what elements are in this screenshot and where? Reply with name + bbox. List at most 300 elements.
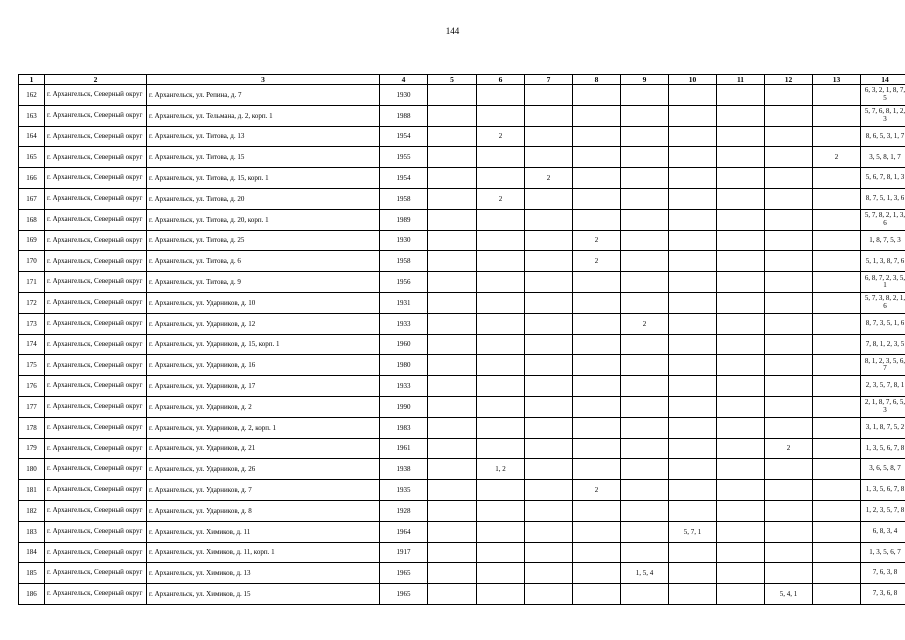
- col6-cell: [477, 292, 525, 313]
- table-row: [19, 85, 905, 106]
- col9-cell: [621, 168, 669, 189]
- col11-cell: [717, 563, 765, 584]
- col11-cell: [717, 480, 765, 501]
- col13-cell: [813, 334, 861, 355]
- col7-cell: [525, 209, 573, 230]
- col7-cell: [525, 355, 573, 376]
- table-row: [19, 563, 905, 584]
- row-number-cell: 168: [19, 209, 45, 230]
- table-row: [19, 396, 905, 417]
- col6-cell: 2: [477, 126, 525, 147]
- district-cell: г. Архангельск, Северный округ: [45, 417, 147, 438]
- col12-cell: [765, 521, 813, 542]
- col11-cell: [717, 105, 765, 126]
- col10-cell: [669, 376, 717, 397]
- col11-cell: [717, 376, 765, 397]
- address-cell: г. Архангельск, ул. Титова, д. 20: [147, 188, 380, 209]
- col9-cell: [621, 230, 669, 251]
- col10-cell: [669, 542, 717, 563]
- column-header: 10: [669, 75, 717, 85]
- col6-cell: [477, 272, 525, 293]
- district-cell: г. Архангельск, Северный округ: [45, 251, 147, 272]
- address-cell: г. Архангельск, ул. Ударников, д. 8: [147, 500, 380, 521]
- col7-cell: [525, 126, 573, 147]
- col12-cell: 2: [765, 438, 813, 459]
- year-cell: 1933: [380, 376, 428, 397]
- col5-cell: [428, 85, 477, 106]
- col7-cell: [525, 272, 573, 293]
- row-number-cell: 164: [19, 126, 45, 147]
- col13-cell: [813, 376, 861, 397]
- address-cell: г. Архангельск, ул. Титова, д. 9: [147, 272, 380, 293]
- col10-cell: [669, 209, 717, 230]
- column-header: 13: [813, 75, 861, 85]
- col8-cell: [573, 355, 621, 376]
- district-cell: г. Архангельск, Северный округ: [45, 85, 147, 106]
- col13-cell: [813, 584, 861, 605]
- district-cell: г. Архангельск, Северный округ: [45, 292, 147, 313]
- col11-cell: [717, 355, 765, 376]
- col5-cell: [428, 126, 477, 147]
- row-number-cell: 166: [19, 168, 45, 189]
- district-cell: г. Архангельск, Северный округ: [45, 313, 147, 334]
- col8-cell: [573, 313, 621, 334]
- col14-cell: 3, 5, 8, 1, 7: [861, 147, 905, 168]
- col8-cell: [573, 105, 621, 126]
- col8-cell: [573, 584, 621, 605]
- col5-cell: [428, 500, 477, 521]
- col7-cell: [525, 542, 573, 563]
- col6-cell: [477, 334, 525, 355]
- col9-cell: [621, 334, 669, 355]
- col8-cell: [573, 147, 621, 168]
- table-row: [19, 292, 905, 313]
- col12-cell: [765, 480, 813, 501]
- col12-cell: [765, 147, 813, 168]
- col10-cell: [669, 105, 717, 126]
- col14-cell: 5, 6, 7, 8, 1, 3: [861, 168, 905, 189]
- col7-cell: [525, 85, 573, 106]
- address-cell: г. Архангельск, ул. Ударников, д. 7: [147, 480, 380, 501]
- address-cell: г. Архангельск, ул. Ударников, д. 2: [147, 396, 380, 417]
- year-cell: 1954: [380, 126, 428, 147]
- col6-cell: [477, 147, 525, 168]
- year-cell: 1961: [380, 438, 428, 459]
- column-header: 14: [861, 75, 905, 85]
- row-number-cell: 174: [19, 334, 45, 355]
- col12-cell: 5, 4, 1: [765, 584, 813, 605]
- registry-table: [18, 74, 905, 605]
- col11-cell: [717, 272, 765, 293]
- column-header: 7: [525, 75, 573, 85]
- col7-cell: [525, 292, 573, 313]
- col14-cell: 5, 7, 8, 2, 1, 3, 6: [861, 209, 905, 230]
- col5-cell: [428, 292, 477, 313]
- col10-cell: [669, 126, 717, 147]
- col6-cell: [477, 480, 525, 501]
- col11-cell: [717, 417, 765, 438]
- row-number-cell: 183: [19, 521, 45, 542]
- table-row: [19, 272, 905, 293]
- col9-cell: [621, 480, 669, 501]
- col9-cell: [621, 376, 669, 397]
- col9-cell: [621, 355, 669, 376]
- row-number-cell: 182: [19, 500, 45, 521]
- header-row: [19, 75, 905, 85]
- row-number-cell: 176: [19, 376, 45, 397]
- col12-cell: [765, 334, 813, 355]
- col7-cell: [525, 396, 573, 417]
- col12-cell: [765, 563, 813, 584]
- district-cell: г. Архангельск, Северный округ: [45, 396, 147, 417]
- address-cell: г. Архангельск, ул. Ударников, д. 10: [147, 292, 380, 313]
- col14-cell: 7, 8, 1, 2, 3, 5: [861, 334, 905, 355]
- address-cell: г. Архангельск, ул. Ударников, д. 21: [147, 438, 380, 459]
- column-header: 1: [19, 75, 45, 85]
- col13-cell: [813, 542, 861, 563]
- address-cell: г. Архангельск, ул. Химиков, д. 13: [147, 563, 380, 584]
- col10-cell: [669, 584, 717, 605]
- col13-cell: [813, 292, 861, 313]
- col9-cell: [621, 272, 669, 293]
- district-cell: г. Архангельск, Северный округ: [45, 480, 147, 501]
- district-cell: г. Архангельск, Северный округ: [45, 376, 147, 397]
- col8-cell: [573, 417, 621, 438]
- address-cell: г. Архангельск, ул. Ударников, д. 15, корп. 1: [147, 334, 380, 355]
- col11-cell: [717, 313, 765, 334]
- col14-cell: 8, 1, 2, 3, 5, 6, 7: [861, 355, 905, 376]
- col9-cell: [621, 521, 669, 542]
- col13-cell: [813, 417, 861, 438]
- col5-cell: [428, 563, 477, 584]
- col5-cell: [428, 376, 477, 397]
- col12-cell: [765, 126, 813, 147]
- col5-cell: [428, 209, 477, 230]
- col10-cell: 5, 7, 1: [669, 521, 717, 542]
- col14-cell: 8, 7, 5, 1, 3, 6: [861, 188, 905, 209]
- col10-cell: [669, 563, 717, 584]
- table-row: [19, 521, 905, 542]
- row-number-cell: 177: [19, 396, 45, 417]
- col14-cell: 3, 1, 8, 7, 5, 2: [861, 417, 905, 438]
- col14-cell: 2, 3, 5, 7, 8, 1: [861, 376, 905, 397]
- col8-cell: [573, 209, 621, 230]
- col8-cell: [573, 168, 621, 189]
- col8-cell: 2: [573, 251, 621, 272]
- col14-cell: 1, 3, 5, 6, 7, 8: [861, 480, 905, 501]
- row-number-cell: 162: [19, 85, 45, 106]
- address-cell: г. Архангельск, ул. Титова, д. 25: [147, 230, 380, 251]
- table-row: [19, 584, 905, 605]
- col8-cell: [573, 292, 621, 313]
- col13-cell: [813, 500, 861, 521]
- table-row: [19, 147, 905, 168]
- col10-cell: [669, 459, 717, 480]
- col7-cell: [525, 147, 573, 168]
- year-cell: 1990: [380, 396, 428, 417]
- row-number-cell: 185: [19, 563, 45, 584]
- col8-cell: [573, 500, 621, 521]
- district-cell: г. Архангельск, Северный округ: [45, 272, 147, 293]
- address-cell: г. Архангельск, ул. Химиков, д. 11, корп. 1: [147, 542, 380, 563]
- col14-cell: 6, 3, 2, 1, 8, 7, 5: [861, 85, 905, 106]
- table-row: [19, 334, 905, 355]
- column-header: 11: [717, 75, 765, 85]
- col9-cell: [621, 147, 669, 168]
- col14-cell: 1, 2, 3, 5, 7, 8: [861, 500, 905, 521]
- year-cell: 1964: [380, 521, 428, 542]
- year-cell: 1930: [380, 230, 428, 251]
- col11-cell: [717, 230, 765, 251]
- col7-cell: [525, 334, 573, 355]
- year-cell: 1989: [380, 209, 428, 230]
- col10-cell: [669, 147, 717, 168]
- col6-cell: [477, 542, 525, 563]
- district-cell: г. Архангельск, Северный округ: [45, 209, 147, 230]
- address-cell: г. Архангельск, ул. Химиков, д. 15: [147, 584, 380, 605]
- table-row: [19, 313, 905, 334]
- col10-cell: [669, 438, 717, 459]
- table-row: [19, 417, 905, 438]
- col5-cell: [428, 480, 477, 501]
- address-cell: г. Архангельск, ул. Репина, д. 7: [147, 85, 380, 106]
- year-cell: 1955: [380, 147, 428, 168]
- col6-cell: [477, 230, 525, 251]
- district-cell: г. Архангельск, Северный округ: [45, 168, 147, 189]
- column-header: 3: [147, 75, 380, 85]
- col5-cell: [428, 521, 477, 542]
- col12-cell: [765, 209, 813, 230]
- col7-cell: [525, 105, 573, 126]
- col5-cell: [428, 313, 477, 334]
- row-number-cell: 181: [19, 480, 45, 501]
- col11-cell: [717, 500, 765, 521]
- col8-cell: [573, 334, 621, 355]
- col13-cell: [813, 459, 861, 480]
- district-cell: г. Архангельск, Северный округ: [45, 105, 147, 126]
- district-cell: г. Архангельск, Северный округ: [45, 500, 147, 521]
- col11-cell: [717, 147, 765, 168]
- col7-cell: [525, 563, 573, 584]
- year-cell: 1935: [380, 480, 428, 501]
- col5-cell: [428, 355, 477, 376]
- table-row: [19, 376, 905, 397]
- row-number-cell: 186: [19, 584, 45, 605]
- col6-cell: [477, 251, 525, 272]
- col6-cell: [477, 105, 525, 126]
- col5-cell: [428, 168, 477, 189]
- row-number-cell: 180: [19, 459, 45, 480]
- col13-cell: [813, 480, 861, 501]
- col11-cell: [717, 168, 765, 189]
- col13-cell: [813, 563, 861, 584]
- col14-cell: 7, 6, 3, 8: [861, 563, 905, 584]
- col8-cell: [573, 459, 621, 480]
- col7-cell: [525, 417, 573, 438]
- col5-cell: [428, 105, 477, 126]
- col8-cell: [573, 563, 621, 584]
- col10-cell: [669, 396, 717, 417]
- year-cell: 1954: [380, 168, 428, 189]
- col12-cell: [765, 85, 813, 106]
- col12-cell: [765, 417, 813, 438]
- col9-cell: [621, 438, 669, 459]
- col5-cell: [428, 334, 477, 355]
- district-cell: г. Архангельск, Северный округ: [45, 542, 147, 563]
- col5-cell: [428, 417, 477, 438]
- year-cell: 1958: [380, 188, 428, 209]
- col6-cell: [477, 376, 525, 397]
- col8-cell: [573, 376, 621, 397]
- column-header: 4: [380, 75, 428, 85]
- col8-cell: [573, 85, 621, 106]
- col14-cell: 1, 3, 5, 6, 7: [861, 542, 905, 563]
- district-cell: г. Архангельск, Северный округ: [45, 147, 147, 168]
- row-number-cell: 169: [19, 230, 45, 251]
- col10-cell: [669, 168, 717, 189]
- col11-cell: [717, 584, 765, 605]
- col5-cell: [428, 438, 477, 459]
- col13-cell: [813, 168, 861, 189]
- col11-cell: [717, 251, 765, 272]
- col9-cell: [621, 105, 669, 126]
- col10-cell: [669, 334, 717, 355]
- col13-cell: [813, 272, 861, 293]
- col12-cell: [765, 292, 813, 313]
- year-cell: 1980: [380, 355, 428, 376]
- col10-cell: [669, 500, 717, 521]
- address-cell: г. Архангельск, ул. Ударников, д. 26: [147, 459, 380, 480]
- column-header: 12: [765, 75, 813, 85]
- col12-cell: [765, 313, 813, 334]
- col14-cell: 1, 8, 7, 5, 3: [861, 230, 905, 251]
- district-cell: г. Архангельск, Северный округ: [45, 230, 147, 251]
- col6-cell: [477, 500, 525, 521]
- col14-cell: 8, 6, 5, 3, 1, 7: [861, 126, 905, 147]
- column-header: 5: [428, 75, 477, 85]
- col11-cell: [717, 188, 765, 209]
- col10-cell: [669, 85, 717, 106]
- address-cell: г. Архангельск, ул. Титова, д. 13: [147, 126, 380, 147]
- table-row: [19, 438, 905, 459]
- col8-cell: [573, 521, 621, 542]
- page-number: 144: [445, 26, 460, 36]
- col11-cell: [717, 334, 765, 355]
- col5-cell: [428, 251, 477, 272]
- col13-cell: [813, 313, 861, 334]
- row-number-cell: 179: [19, 438, 45, 459]
- col11-cell: [717, 292, 765, 313]
- col9-cell: [621, 85, 669, 106]
- col13-cell: [813, 396, 861, 417]
- col13-cell: [813, 230, 861, 251]
- column-header: 9: [621, 75, 669, 85]
- col7-cell: [525, 459, 573, 480]
- column-header: 8: [573, 75, 621, 85]
- col14-cell: 6, 8, 3, 4: [861, 521, 905, 542]
- col9-cell: [621, 417, 669, 438]
- year-cell: 1931: [380, 292, 428, 313]
- district-cell: г. Архангельск, Северный округ: [45, 355, 147, 376]
- col9-cell: 1, 5, 4: [621, 563, 669, 584]
- col13-cell: 2: [813, 147, 861, 168]
- col7-cell: [525, 188, 573, 209]
- col13-cell: [813, 209, 861, 230]
- col13-cell: [813, 188, 861, 209]
- col11-cell: [717, 438, 765, 459]
- address-cell: г. Архангельск, ул. Тельмана, д. 2, корп. 1: [147, 105, 380, 126]
- district-cell: г. Архангельск, Северный округ: [45, 459, 147, 480]
- row-number-cell: 165: [19, 147, 45, 168]
- row-number-cell: 171: [19, 272, 45, 293]
- col10-cell: [669, 292, 717, 313]
- col5-cell: [428, 188, 477, 209]
- address-cell: г. Архангельск, ул. Ударников, д. 12: [147, 313, 380, 334]
- col12-cell: [765, 230, 813, 251]
- table-row: [19, 126, 905, 147]
- year-cell: 1956: [380, 272, 428, 293]
- district-cell: г. Архангельск, Северный округ: [45, 563, 147, 584]
- table-row: [19, 188, 905, 209]
- col10-cell: [669, 251, 717, 272]
- col5-cell: [428, 272, 477, 293]
- col6-cell: 2: [477, 188, 525, 209]
- col8-cell: [573, 126, 621, 147]
- col6-cell: [477, 417, 525, 438]
- row-number-cell: 172: [19, 292, 45, 313]
- district-cell: г. Архангельск, Северный округ: [45, 438, 147, 459]
- col6-cell: [477, 563, 525, 584]
- col9-cell: [621, 396, 669, 417]
- year-cell: 1988: [380, 105, 428, 126]
- year-cell: 1965: [380, 584, 428, 605]
- col6-cell: [477, 168, 525, 189]
- col14-cell: 6, 8, 7, 2, 3, 5, 1: [861, 272, 905, 293]
- col12-cell: [765, 500, 813, 521]
- table-row: [19, 251, 905, 272]
- year-cell: 1917: [380, 542, 428, 563]
- year-cell: 1933: [380, 313, 428, 334]
- col6-cell: [477, 396, 525, 417]
- col11-cell: [717, 521, 765, 542]
- col6-cell: [477, 85, 525, 106]
- col13-cell: [813, 85, 861, 106]
- row-number-cell: 163: [19, 105, 45, 126]
- col11-cell: [717, 459, 765, 480]
- col9-cell: [621, 209, 669, 230]
- table-row: [19, 168, 905, 189]
- col7-cell: [525, 480, 573, 501]
- col8-cell: [573, 396, 621, 417]
- address-cell: г. Архангельск, ул. Ударников, д. 2, корп. 1: [147, 417, 380, 438]
- col11-cell: [717, 126, 765, 147]
- col13-cell: [813, 355, 861, 376]
- col6-cell: 1, 2: [477, 459, 525, 480]
- col5-cell: [428, 396, 477, 417]
- col7-cell: [525, 376, 573, 397]
- table-row: [19, 480, 905, 501]
- col7-cell: [525, 230, 573, 251]
- col13-cell: [813, 251, 861, 272]
- col9-cell: [621, 126, 669, 147]
- col6-cell: [477, 209, 525, 230]
- col12-cell: [765, 168, 813, 189]
- address-cell: г. Архангельск, ул. Титова, д. 15: [147, 147, 380, 168]
- row-number-cell: 170: [19, 251, 45, 272]
- year-cell: 1930: [380, 85, 428, 106]
- col7-cell: [525, 521, 573, 542]
- col6-cell: [477, 355, 525, 376]
